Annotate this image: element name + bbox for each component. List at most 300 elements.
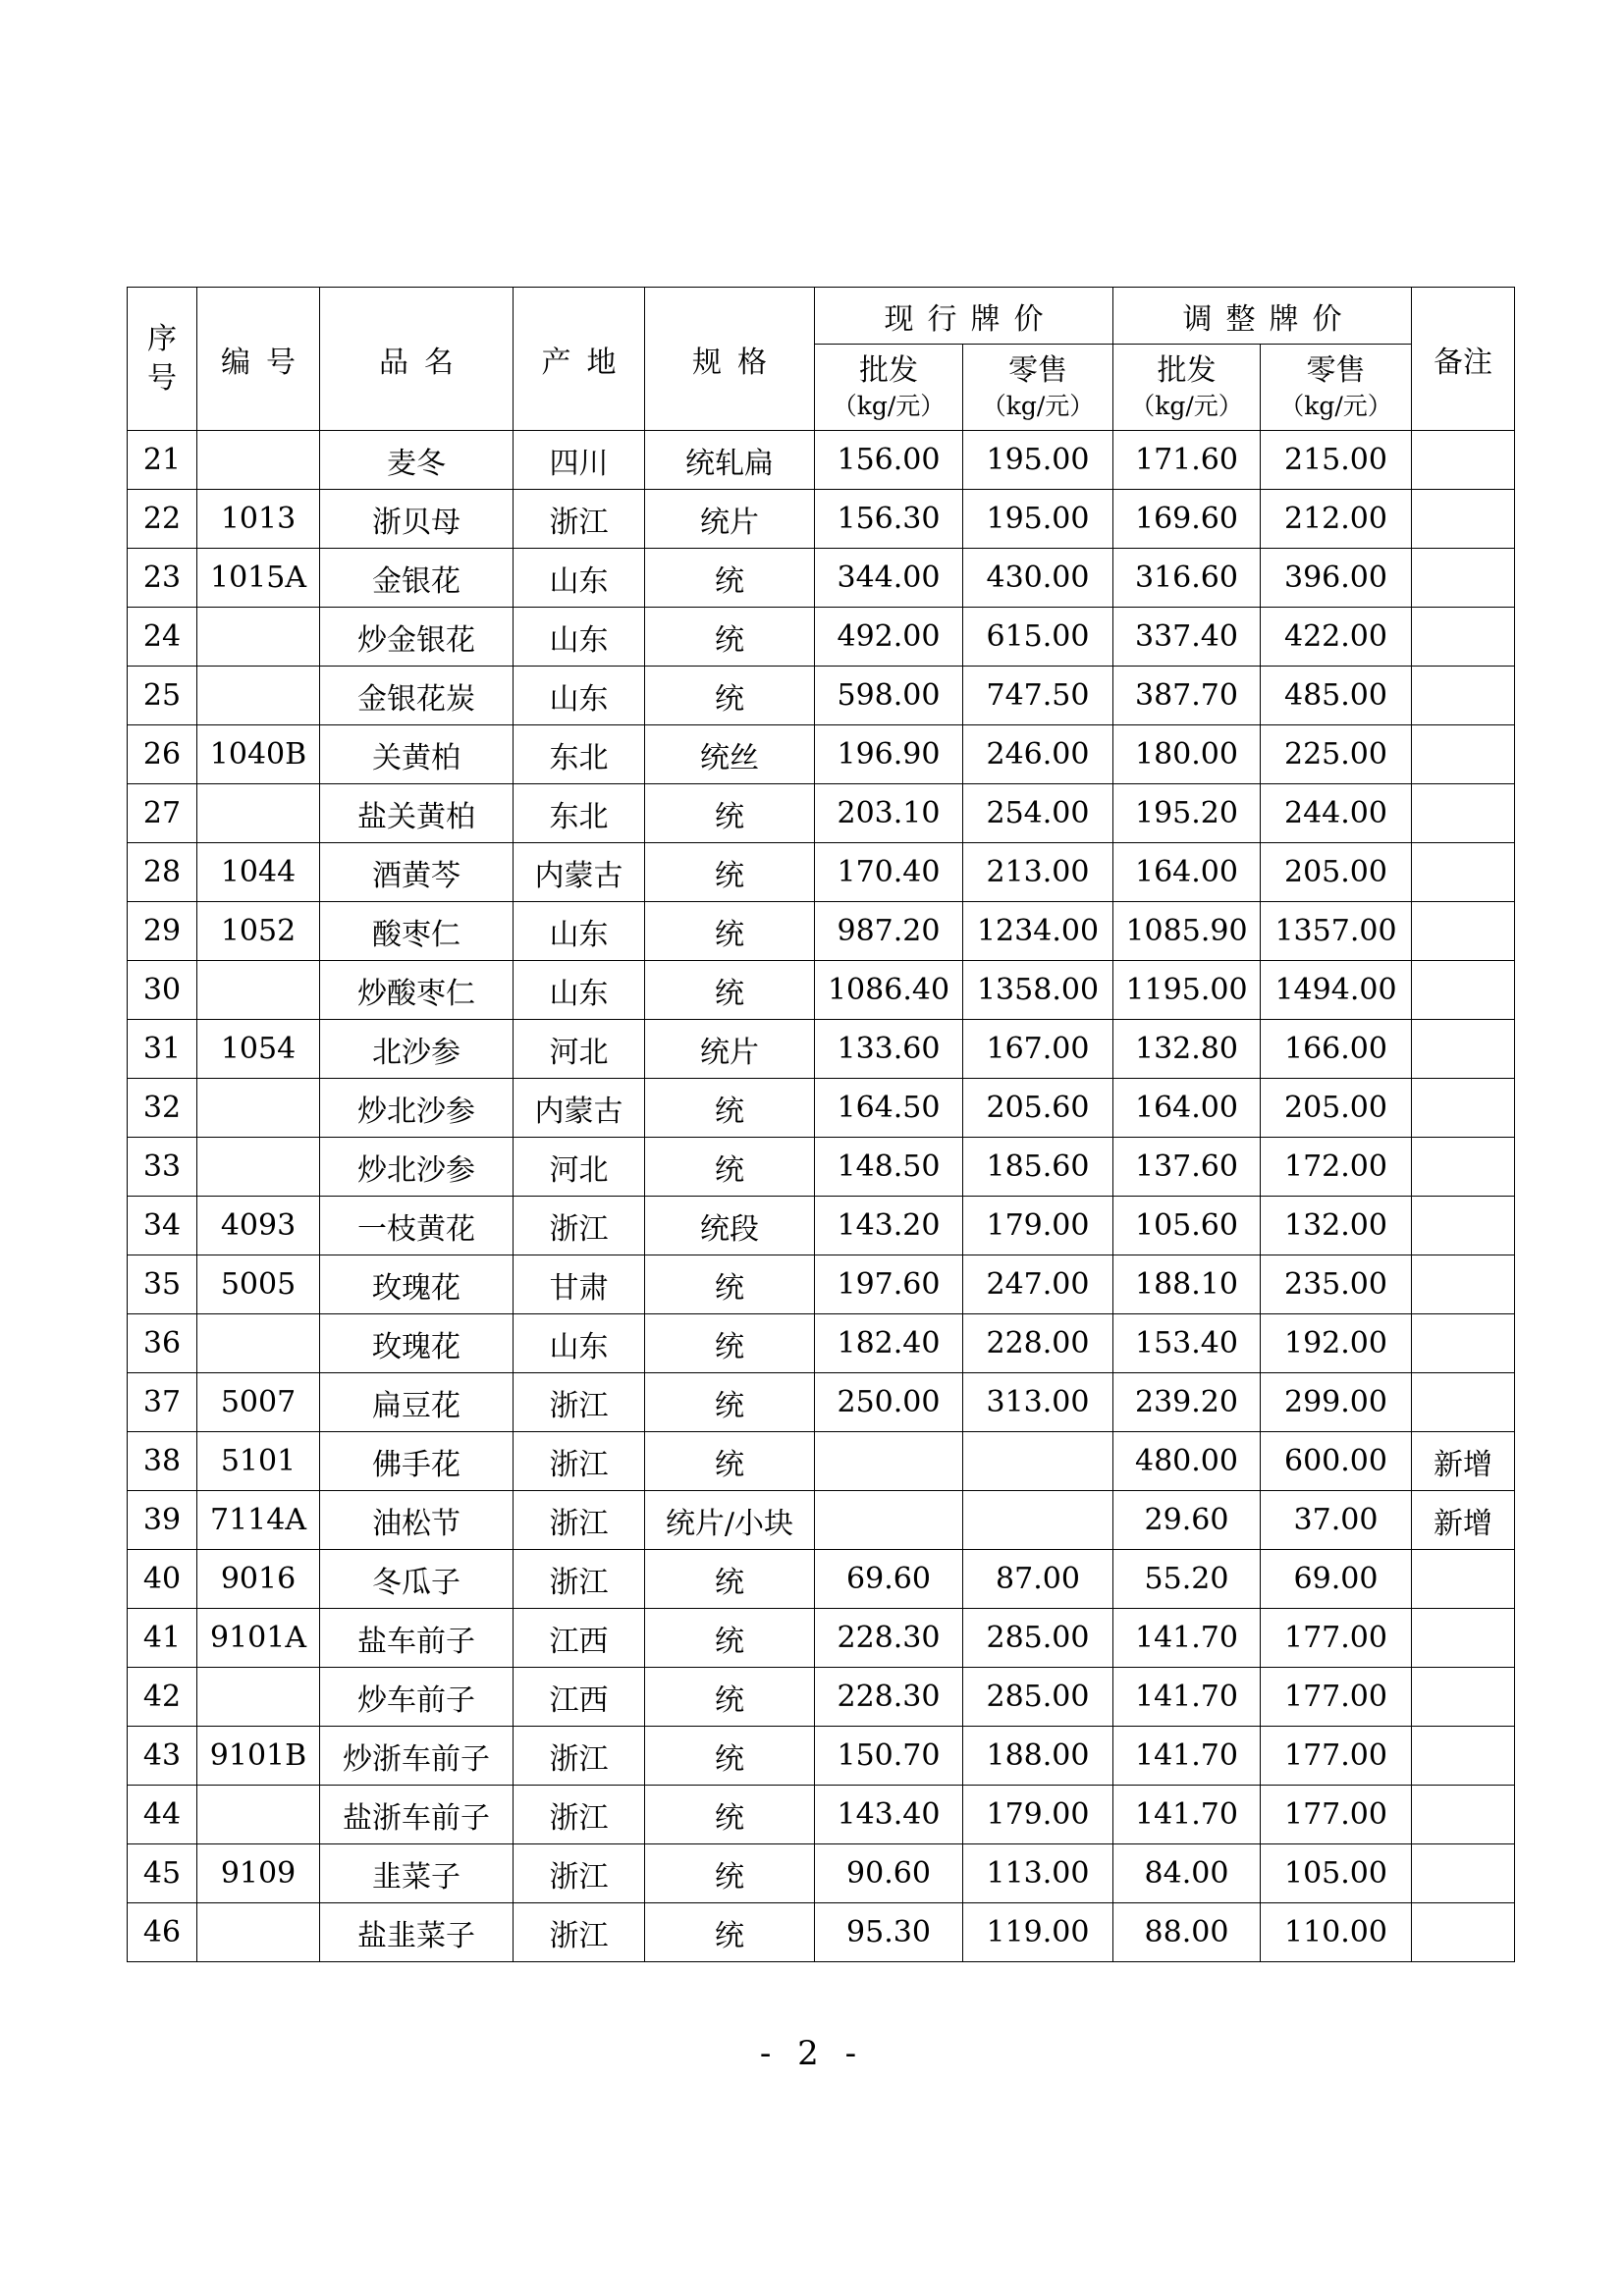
cell-name: 冬瓜子 [320,1550,514,1609]
table-row [128,549,1515,608]
cell-code: 9016 [197,1550,320,1609]
cell-current-wholesale: 228.30 [815,1609,963,1668]
cell-current-retail: 285.00 [963,1609,1113,1668]
cell-adjusted-retail: 235.00 [1261,1255,1412,1314]
cell-code: 1013 [197,490,320,549]
cell-note [1412,1550,1515,1609]
cell-code [197,961,320,1020]
cell-note: 新增 [1412,1432,1515,1491]
cell-note [1412,902,1515,961]
cell-current-retail: 247.00 [963,1255,1113,1314]
cell-code: 9101A [197,1609,320,1668]
cell-current-wholesale: 250.00 [815,1373,963,1432]
cell-seq: 40 [128,1550,197,1609]
cell-current-retail: 747.50 [963,667,1113,725]
cell-origin: 浙江 [514,1903,645,1962]
cell-code: 1052 [197,902,320,961]
cell-origin: 内蒙古 [514,843,645,902]
cell-adjusted-retail: 132.00 [1261,1197,1412,1255]
cell-origin: 山东 [514,549,645,608]
cell-current-retail: 195.00 [963,431,1113,490]
cell-spec: 统 [645,1786,815,1844]
cell-seq: 45 [128,1844,197,1903]
cell-spec: 统 [645,667,815,725]
cell-adjusted-wholesale: 480.00 [1113,1432,1261,1491]
table-row [128,1609,1515,1668]
cell-adjusted-wholesale: 141.70 [1113,1727,1261,1786]
cell-name: 浙贝母 [320,490,514,549]
cell-origin: 江西 [514,1609,645,1668]
cell-seq: 35 [128,1255,197,1314]
cell-seq: 44 [128,1786,197,1844]
cell-name: 盐车前子 [320,1609,514,1668]
cell-note [1412,1314,1515,1373]
cell-code: 1054 [197,1020,320,1079]
cell-current-retail: 228.00 [963,1314,1113,1373]
cell-current-retail: 313.00 [963,1373,1113,1432]
cell-origin: 浙江 [514,490,645,549]
cell-spec: 统 [645,608,815,667]
cell-note [1412,1373,1515,1432]
header-current-price: 现行牌价 [815,288,1113,345]
table-row [128,667,1515,725]
cell-current-retail: 430.00 [963,549,1113,608]
cell-code [197,1138,320,1197]
table-row [128,1550,1515,1609]
cell-adjusted-retail: 1357.00 [1261,902,1412,961]
cell-seq: 39 [128,1491,197,1550]
cell-seq: 34 [128,1197,197,1255]
cell-current-wholesale: 196.90 [815,725,963,784]
cell-adjusted-retail: 192.00 [1261,1314,1412,1373]
cell-spec: 统 [645,961,815,1020]
cell-current-retail: 246.00 [963,725,1113,784]
cell-note [1412,843,1515,902]
table-row [128,1727,1515,1786]
table-row [128,1314,1515,1373]
cell-note [1412,1138,1515,1197]
cell-note [1412,1079,1515,1138]
cell-seq: 36 [128,1314,197,1373]
cell-note [1412,1727,1515,1786]
cell-note [1412,1786,1515,1844]
cell-adjusted-retail: 205.00 [1261,843,1412,902]
cell-code [197,667,320,725]
cell-spec: 统丝 [645,725,815,784]
cell-current-retail: 195.00 [963,490,1113,549]
cell-current-wholesale: 1086.40 [815,961,963,1020]
cell-seq: 29 [128,902,197,961]
cell-seq: 21 [128,431,197,490]
cell-origin: 河北 [514,1138,645,1197]
cell-origin: 浙江 [514,1727,645,1786]
cell-name: 玫瑰花 [320,1314,514,1373]
cell-spec: 统 [645,1079,815,1138]
cell-current-wholesale: 150.70 [815,1727,963,1786]
cell-name: 油松节 [320,1491,514,1550]
cell-note [1412,1903,1515,1962]
cell-current-retail: 1234.00 [963,902,1113,961]
cell-code: 9109 [197,1844,320,1903]
cell-note [1412,1609,1515,1668]
cell-adjusted-retail: 177.00 [1261,1786,1412,1844]
cell-seq: 30 [128,961,197,1020]
cell-note [1412,431,1515,490]
cell-name: 一枝黄花 [320,1197,514,1255]
cell-seq: 26 [128,725,197,784]
cell-name: 炒酸枣仁 [320,961,514,1020]
table-row [128,1138,1515,1197]
cell-adjusted-wholesale: 164.00 [1113,1079,1261,1138]
cell-name: 酒黄芩 [320,843,514,902]
cell-current-retail: 87.00 [963,1550,1113,1609]
table-row [128,1668,1515,1727]
cell-spec: 统 [645,1138,815,1197]
cell-current-wholesale: 69.60 [815,1550,963,1609]
cell-code [197,1668,320,1727]
cell-origin: 浙江 [514,1197,645,1255]
table-row [128,725,1515,784]
cell-adjusted-wholesale: 141.70 [1113,1668,1261,1727]
cell-spec: 统 [645,784,815,843]
cell-origin: 内蒙古 [514,1079,645,1138]
cell-code: 1040B [197,725,320,784]
cell-adjusted-wholesale: 1085.90 [1113,902,1261,961]
cell-current-wholesale: 143.40 [815,1786,963,1844]
cell-code: 5101 [197,1432,320,1491]
cell-current-wholesale: 156.30 [815,490,963,549]
header-origin: 产地 [514,288,645,431]
cell-note [1412,784,1515,843]
table-row [128,843,1515,902]
cell-adjusted-wholesale: 316.60 [1113,549,1261,608]
cell-spec: 统片/小块 [645,1491,815,1550]
cell-name: 炒北沙参 [320,1138,514,1197]
table-row [128,1197,1515,1255]
cell-spec: 统段 [645,1197,815,1255]
cell-current-wholesale: 95.30 [815,1903,963,1962]
table-row [128,784,1515,843]
cell-name: 佛手花 [320,1432,514,1491]
cell-current-wholesale: 492.00 [815,608,963,667]
cell-current-wholesale: 987.20 [815,902,963,961]
cell-adjusted-wholesale: 188.10 [1113,1255,1261,1314]
cell-adjusted-wholesale: 137.60 [1113,1138,1261,1197]
header-spec: 规格 [645,288,815,431]
cell-adjusted-wholesale: 55.20 [1113,1550,1261,1609]
cell-name: 盐韭菜子 [320,1903,514,1962]
cell-adjusted-wholesale: 88.00 [1113,1903,1261,1962]
cell-adjusted-retail: 110.00 [1261,1903,1412,1962]
cell-name: 关黄柏 [320,725,514,784]
cell-spec: 统 [645,1844,815,1903]
cell-adjusted-wholesale: 1195.00 [1113,961,1261,1020]
cell-name: 酸枣仁 [320,902,514,961]
cell-code [197,431,320,490]
cell-spec: 统 [645,902,815,961]
cell-adjusted-wholesale: 153.40 [1113,1314,1261,1373]
cell-current-wholesale: 344.00 [815,549,963,608]
cell-current-retail: 167.00 [963,1020,1113,1079]
cell-spec: 统片 [645,490,815,549]
cell-current-retail: 285.00 [963,1668,1113,1727]
cell-seq: 27 [128,784,197,843]
cell-seq: 23 [128,549,197,608]
cell-note [1412,1844,1515,1903]
table-row [128,608,1515,667]
cell-current-wholesale: 203.10 [815,784,963,843]
cell-adjusted-wholesale: 180.00 [1113,725,1261,784]
cell-origin: 东北 [514,725,645,784]
cell-note [1412,667,1515,725]
cell-origin: 甘肃 [514,1255,645,1314]
cell-adjusted-retail: 422.00 [1261,608,1412,667]
cell-adjusted-wholesale: 195.20 [1113,784,1261,843]
table-row [128,961,1515,1020]
cell-spec: 统 [645,1903,815,1962]
cell-seq: 33 [128,1138,197,1197]
cell-current-retail [963,1491,1113,1550]
cell-adjusted-retail: 215.00 [1261,431,1412,490]
cell-seq: 22 [128,490,197,549]
cell-code: 9101B [197,1727,320,1786]
cell-adjusted-retail: 166.00 [1261,1020,1412,1079]
cell-current-wholesale: 182.40 [815,1314,963,1373]
cell-note [1412,1020,1515,1079]
cell-adjusted-retail: 177.00 [1261,1727,1412,1786]
cell-adjusted-retail: 205.00 [1261,1079,1412,1138]
cell-seq: 32 [128,1079,197,1138]
cell-current-retail: 213.00 [963,843,1113,902]
cell-code: 5007 [197,1373,320,1432]
cell-current-wholesale: 90.60 [815,1844,963,1903]
cell-adjusted-retail: 396.00 [1261,549,1412,608]
cell-seq: 37 [128,1373,197,1432]
cell-adjusted-wholesale: 171.60 [1113,431,1261,490]
cell-current-retail: 615.00 [963,608,1113,667]
table-body [128,431,1515,1962]
header-note: 备注 [1412,288,1515,431]
cell-adjusted-retail: 177.00 [1261,1668,1412,1727]
cell-seq: 46 [128,1903,197,1962]
cell-name: 炒北沙参 [320,1079,514,1138]
table-row [128,431,1515,490]
table-header [128,288,1515,431]
cell-note: 新增 [1412,1491,1515,1550]
cell-spec: 统 [645,1668,815,1727]
cell-current-wholesale: 156.00 [815,431,963,490]
cell-adjusted-wholesale: 239.20 [1113,1373,1261,1432]
cell-adjusted-retail: 37.00 [1261,1491,1412,1550]
cell-adjusted-wholesale: 141.70 [1113,1786,1261,1844]
cell-origin: 四川 [514,431,645,490]
cell-origin: 山东 [514,667,645,725]
cell-current-retail: 119.00 [963,1903,1113,1962]
cell-code: 1015A [197,549,320,608]
cell-name: 北沙参 [320,1020,514,1079]
cell-current-retail: 113.00 [963,1844,1113,1903]
cell-name: 韭菜子 [320,1844,514,1903]
cell-code: 1044 [197,843,320,902]
cell-adjusted-wholesale: 164.00 [1113,843,1261,902]
header-current-retail: 零售 （kg/元） [963,345,1113,431]
cell-adjusted-retail: 244.00 [1261,784,1412,843]
cell-current-wholesale: 170.40 [815,843,963,902]
header-seq: 序 号 [128,288,197,431]
cell-origin: 浙江 [514,1432,645,1491]
cell-spec: 统 [645,843,815,902]
cell-current-retail: 188.00 [963,1727,1113,1786]
cell-adjusted-wholesale: 141.70 [1113,1609,1261,1668]
cell-spec: 统 [645,1255,815,1314]
cell-name: 炒金银花 [320,608,514,667]
cell-note [1412,490,1515,549]
table-row [128,1255,1515,1314]
cell-adjusted-wholesale: 105.60 [1113,1197,1261,1255]
header-adjusted-price: 调整牌价 [1113,288,1412,345]
page-number: - 2 - [759,2034,865,2073]
cell-code [197,784,320,843]
cell-note [1412,961,1515,1020]
cell-spec: 统轧扁 [645,431,815,490]
cell-adjusted-retail: 299.00 [1261,1373,1412,1432]
cell-current-wholesale: 598.00 [815,667,963,725]
header-current-wholesale: 批发 （kg/元） [815,345,963,431]
cell-origin: 东北 [514,784,645,843]
cell-seq: 28 [128,843,197,902]
cell-origin: 浙江 [514,1491,645,1550]
table-row [128,1844,1515,1903]
cell-adjusted-retail: 177.00 [1261,1609,1412,1668]
table-row [128,1903,1515,1962]
header-adjusted-wholesale: 批发 （kg/元） [1113,345,1261,431]
cell-name: 盐关黄柏 [320,784,514,843]
cell-code [197,1903,320,1962]
cell-seq: 43 [128,1727,197,1786]
cell-current-wholesale: 164.50 [815,1079,963,1138]
cell-adjusted-retail: 69.00 [1261,1550,1412,1609]
cell-spec: 统 [645,1432,815,1491]
table-row [128,490,1515,549]
cell-origin: 浙江 [514,1373,645,1432]
cell-name: 金银花炭 [320,667,514,725]
cell-adjusted-retail: 600.00 [1261,1432,1412,1491]
cell-adjusted-wholesale: 337.40 [1113,608,1261,667]
cell-adjusted-wholesale: 387.70 [1113,667,1261,725]
cell-current-wholesale [815,1432,963,1491]
table-row [128,1373,1515,1432]
cell-current-wholesale: 197.60 [815,1255,963,1314]
cell-code [197,608,320,667]
cell-name: 炒车前子 [320,1668,514,1727]
cell-seq: 25 [128,667,197,725]
cell-seq: 38 [128,1432,197,1491]
cell-note [1412,725,1515,784]
table-row [128,1079,1515,1138]
cell-origin: 浙江 [514,1550,645,1609]
cell-origin: 浙江 [514,1844,645,1903]
cell-origin: 山东 [514,608,645,667]
cell-origin: 江西 [514,1668,645,1727]
cell-origin: 山东 [514,1314,645,1373]
cell-adjusted-wholesale: 169.60 [1113,490,1261,549]
table-row [128,1786,1515,1844]
cell-adjusted-retail: 1494.00 [1261,961,1412,1020]
price-table [127,287,1515,1962]
cell-name: 炒浙车前子 [320,1727,514,1786]
cell-current-retail: 179.00 [963,1786,1113,1844]
cell-code [197,1079,320,1138]
table-row [128,1491,1515,1550]
cell-spec: 统 [645,1314,815,1373]
table-row [128,1020,1515,1079]
cell-adjusted-retail: 105.00 [1261,1844,1412,1903]
header-name: 品名 [320,288,514,431]
cell-adjusted-retail: 172.00 [1261,1138,1412,1197]
cell-code [197,1314,320,1373]
cell-seq: 41 [128,1609,197,1668]
cell-seq: 24 [128,608,197,667]
cell-current-wholesale: 143.20 [815,1197,963,1255]
cell-current-wholesale: 228.30 [815,1668,963,1727]
cell-origin: 浙江 [514,1786,645,1844]
cell-adjusted-wholesale: 84.00 [1113,1844,1261,1903]
header-code: 编号 [197,288,320,431]
cell-adjusted-wholesale: 29.60 [1113,1491,1261,1550]
cell-origin: 山东 [514,902,645,961]
cell-note [1412,1255,1515,1314]
cell-code: 5005 [197,1255,320,1314]
cell-spec: 统片 [645,1020,815,1079]
cell-current-wholesale [815,1491,963,1550]
cell-current-retail [963,1432,1113,1491]
cell-spec: 统 [645,1373,815,1432]
cell-adjusted-wholesale: 132.80 [1113,1020,1261,1079]
cell-name: 盐浙车前子 [320,1786,514,1844]
cell-note [1412,549,1515,608]
cell-adjusted-retail: 485.00 [1261,667,1412,725]
cell-origin: 山东 [514,961,645,1020]
cell-adjusted-retail: 212.00 [1261,490,1412,549]
cell-current-retail: 205.60 [963,1079,1113,1138]
cell-seq: 42 [128,1668,197,1727]
header-adjusted-retail: 零售 （kg/元） [1261,345,1412,431]
cell-spec: 统 [645,1609,815,1668]
cell-current-wholesale: 133.60 [815,1020,963,1079]
cell-current-wholesale: 148.50 [815,1138,963,1197]
cell-current-retail: 1358.00 [963,961,1113,1020]
cell-name: 扁豆花 [320,1373,514,1432]
cell-origin: 河北 [514,1020,645,1079]
cell-spec: 统 [645,549,815,608]
cell-note [1412,608,1515,667]
cell-seq: 31 [128,1020,197,1079]
cell-code: 4093 [197,1197,320,1255]
table-row [128,902,1515,961]
cell-name: 玫瑰花 [320,1255,514,1314]
cell-name: 麦冬 [320,431,514,490]
cell-current-retail: 254.00 [963,784,1113,843]
cell-spec: 统 [645,1727,815,1786]
cell-current-retail: 179.00 [963,1197,1113,1255]
table-row [128,1432,1515,1491]
cell-code: 7114A [197,1491,320,1550]
cell-current-retail: 185.60 [963,1138,1113,1197]
cell-note [1412,1197,1515,1255]
cell-adjusted-retail: 225.00 [1261,725,1412,784]
cell-spec: 统 [645,1550,815,1609]
cell-code [197,1786,320,1844]
